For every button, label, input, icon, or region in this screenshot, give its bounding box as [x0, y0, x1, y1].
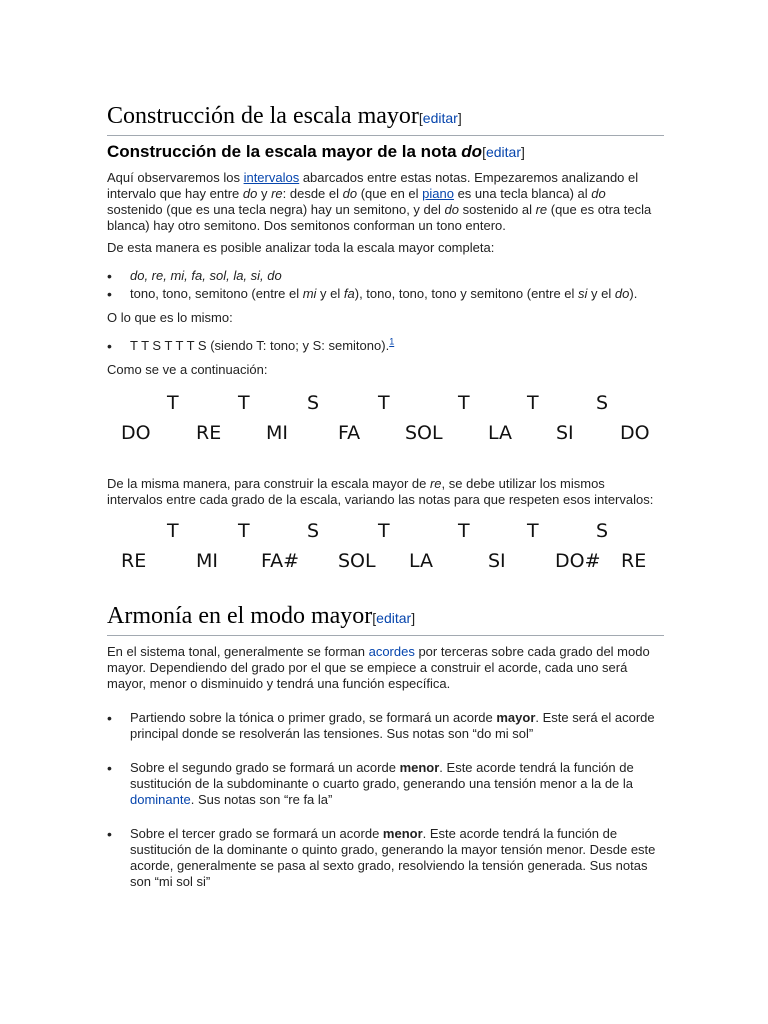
- link-intervalos[interactable]: intervalos: [243, 170, 300, 185]
- interval-label: T: [378, 520, 390, 542]
- scale-re-diagram: [107, 520, 664, 588]
- paragraph-continuation: Como se ve a continuación:: [107, 362, 268, 377]
- paragraph-analyze: De esta manera es posible analizar toda la escala mayor completa:: [107, 240, 495, 255]
- section-heading-construccion: [107, 100, 664, 136]
- article: [107, 100, 664, 908]
- list-item: • do, re, mi, fa, sol, la, si, do: [107, 268, 664, 284]
- edit-link[interactable]: editar: [485, 144, 521, 160]
- note-label: DO: [121, 422, 151, 444]
- scale-do-diagram: [107, 392, 664, 460]
- interval-label: T: [458, 520, 470, 542]
- note-label: RE: [196, 422, 222, 444]
- interval-label: S: [307, 392, 320, 414]
- list-item: • Sobre el segundo grado se formará un acorde menor. Este acorde tendrá la función de sustitución de la subdominante o cuarto grado, generando una tensión menor a la de la dominante. Sus notas son “re fa la”: [107, 760, 664, 808]
- interval-label: T: [238, 520, 250, 542]
- note-label: MI: [266, 422, 288, 444]
- note-label: FA#: [261, 550, 300, 572]
- edit-subsection-link: [editar]: [482, 144, 525, 160]
- edit-link[interactable]: editar: [376, 610, 412, 626]
- note-label: SI: [556, 422, 574, 444]
- interval-label: T: [527, 392, 539, 414]
- edit-link[interactable]: editar: [422, 110, 458, 126]
- paragraph-re-scale: De la misma manera, para construir la escala mayor de re, se debe utilizar los mismos intervalos entre cada grado de la escala, variando las notas para que respeten esos intervalos:: [107, 476, 654, 507]
- interval-label: S: [596, 392, 609, 414]
- note-label: SOL: [338, 550, 376, 572]
- link-piano[interactable]: piano: [422, 186, 454, 201]
- note-label: DO: [620, 422, 650, 444]
- section-title: Armonía en el modo mayor: [107, 603, 373, 629]
- scale-list: [107, 268, 664, 302]
- edit-section-link: [editar]: [372, 610, 416, 626]
- section-title: Construcción de la escala mayor: [107, 103, 419, 129]
- subsection-title-note: do: [461, 142, 483, 161]
- note-label: LA: [488, 422, 513, 444]
- note-label: RE: [121, 550, 147, 572]
- interval-label: T: [378, 392, 390, 414]
- subsection-heading-do: [107, 141, 664, 163]
- list-item: • Partiendo sobre la tónica o primer grado, se formará un acorde mayor. Este será el acorde principal donde se resolverán las tensiones. Sus notas son “do mi sol”: [107, 710, 664, 742]
- chord-list: [107, 710, 664, 890]
- interval-label: T: [167, 392, 179, 414]
- pattern-list: [107, 338, 664, 354]
- list-item: • tono, tono, semitono (entre el mi y el fa), tono, tono, tono y semitono (entre el si y el do).: [107, 286, 664, 302]
- note-label: LA: [409, 550, 434, 572]
- paragraph-same: O lo que es lo mismo:: [107, 310, 233, 325]
- list-item: • Sobre el tercer grado se formará un acorde menor. Este acorde tendrá la función de sustitución de la dominante o quinto grado, generando la mayor tensión menor. Desde este acorde, generalmente se pasa al sexto grado, resolviendo la tensión generada. Sus notas son “mi sol si”: [107, 826, 664, 890]
- link-acordes[interactable]: acordes: [368, 644, 415, 659]
- note-label: DO#: [555, 550, 601, 572]
- interval-label: T: [238, 392, 250, 414]
- interval-label: T: [167, 520, 179, 542]
- interval-label: T: [458, 392, 470, 414]
- interval-label: S: [307, 520, 320, 542]
- list-item: • T T S T T T S (siendo T: tono; y S: semitono).$^1$: [107, 338, 664, 354]
- paragraph-tonal: En el sistema tonal, generalmente se forman acordes por terceras sobre cada grado del modo mayor. Dependiendo del grado por el que se empiece a construir el acorde, cada uno será mayor, menor o disminuido y tendrá una función específica.: [107, 644, 650, 691]
- paragraph-intervals: Aquí observaremos los intervalos abarcados entre estas notas. Empezaremos analizando el intervalo que hay entre do y re: desde el do (que en el piano es una tecla blanca) al do sostenido (que es una tecla negra) hay un semitono, y del do sostenido al re (que es otra tecla blanca) hay otro semitono. Dos semitonos conforman un tono entero.: [107, 170, 652, 233]
- note-label: RE: [621, 550, 647, 572]
- reference-link[interactable]: 1: [389, 336, 395, 347]
- subsection-title: Construcción de la escala mayor de la nota: [107, 142, 462, 161]
- interval-label: T: [527, 520, 539, 542]
- note-label: FA: [338, 422, 361, 444]
- section-heading-armonia: [107, 600, 664, 636]
- note-label: SI: [488, 550, 506, 572]
- interval-label: S: [596, 520, 609, 542]
- note-label: MI: [196, 550, 218, 572]
- note-label: SOL: [405, 422, 443, 444]
- link-dominante[interactable]: dominante: [130, 792, 191, 807]
- edit-section-link: [editar]: [418, 110, 462, 126]
